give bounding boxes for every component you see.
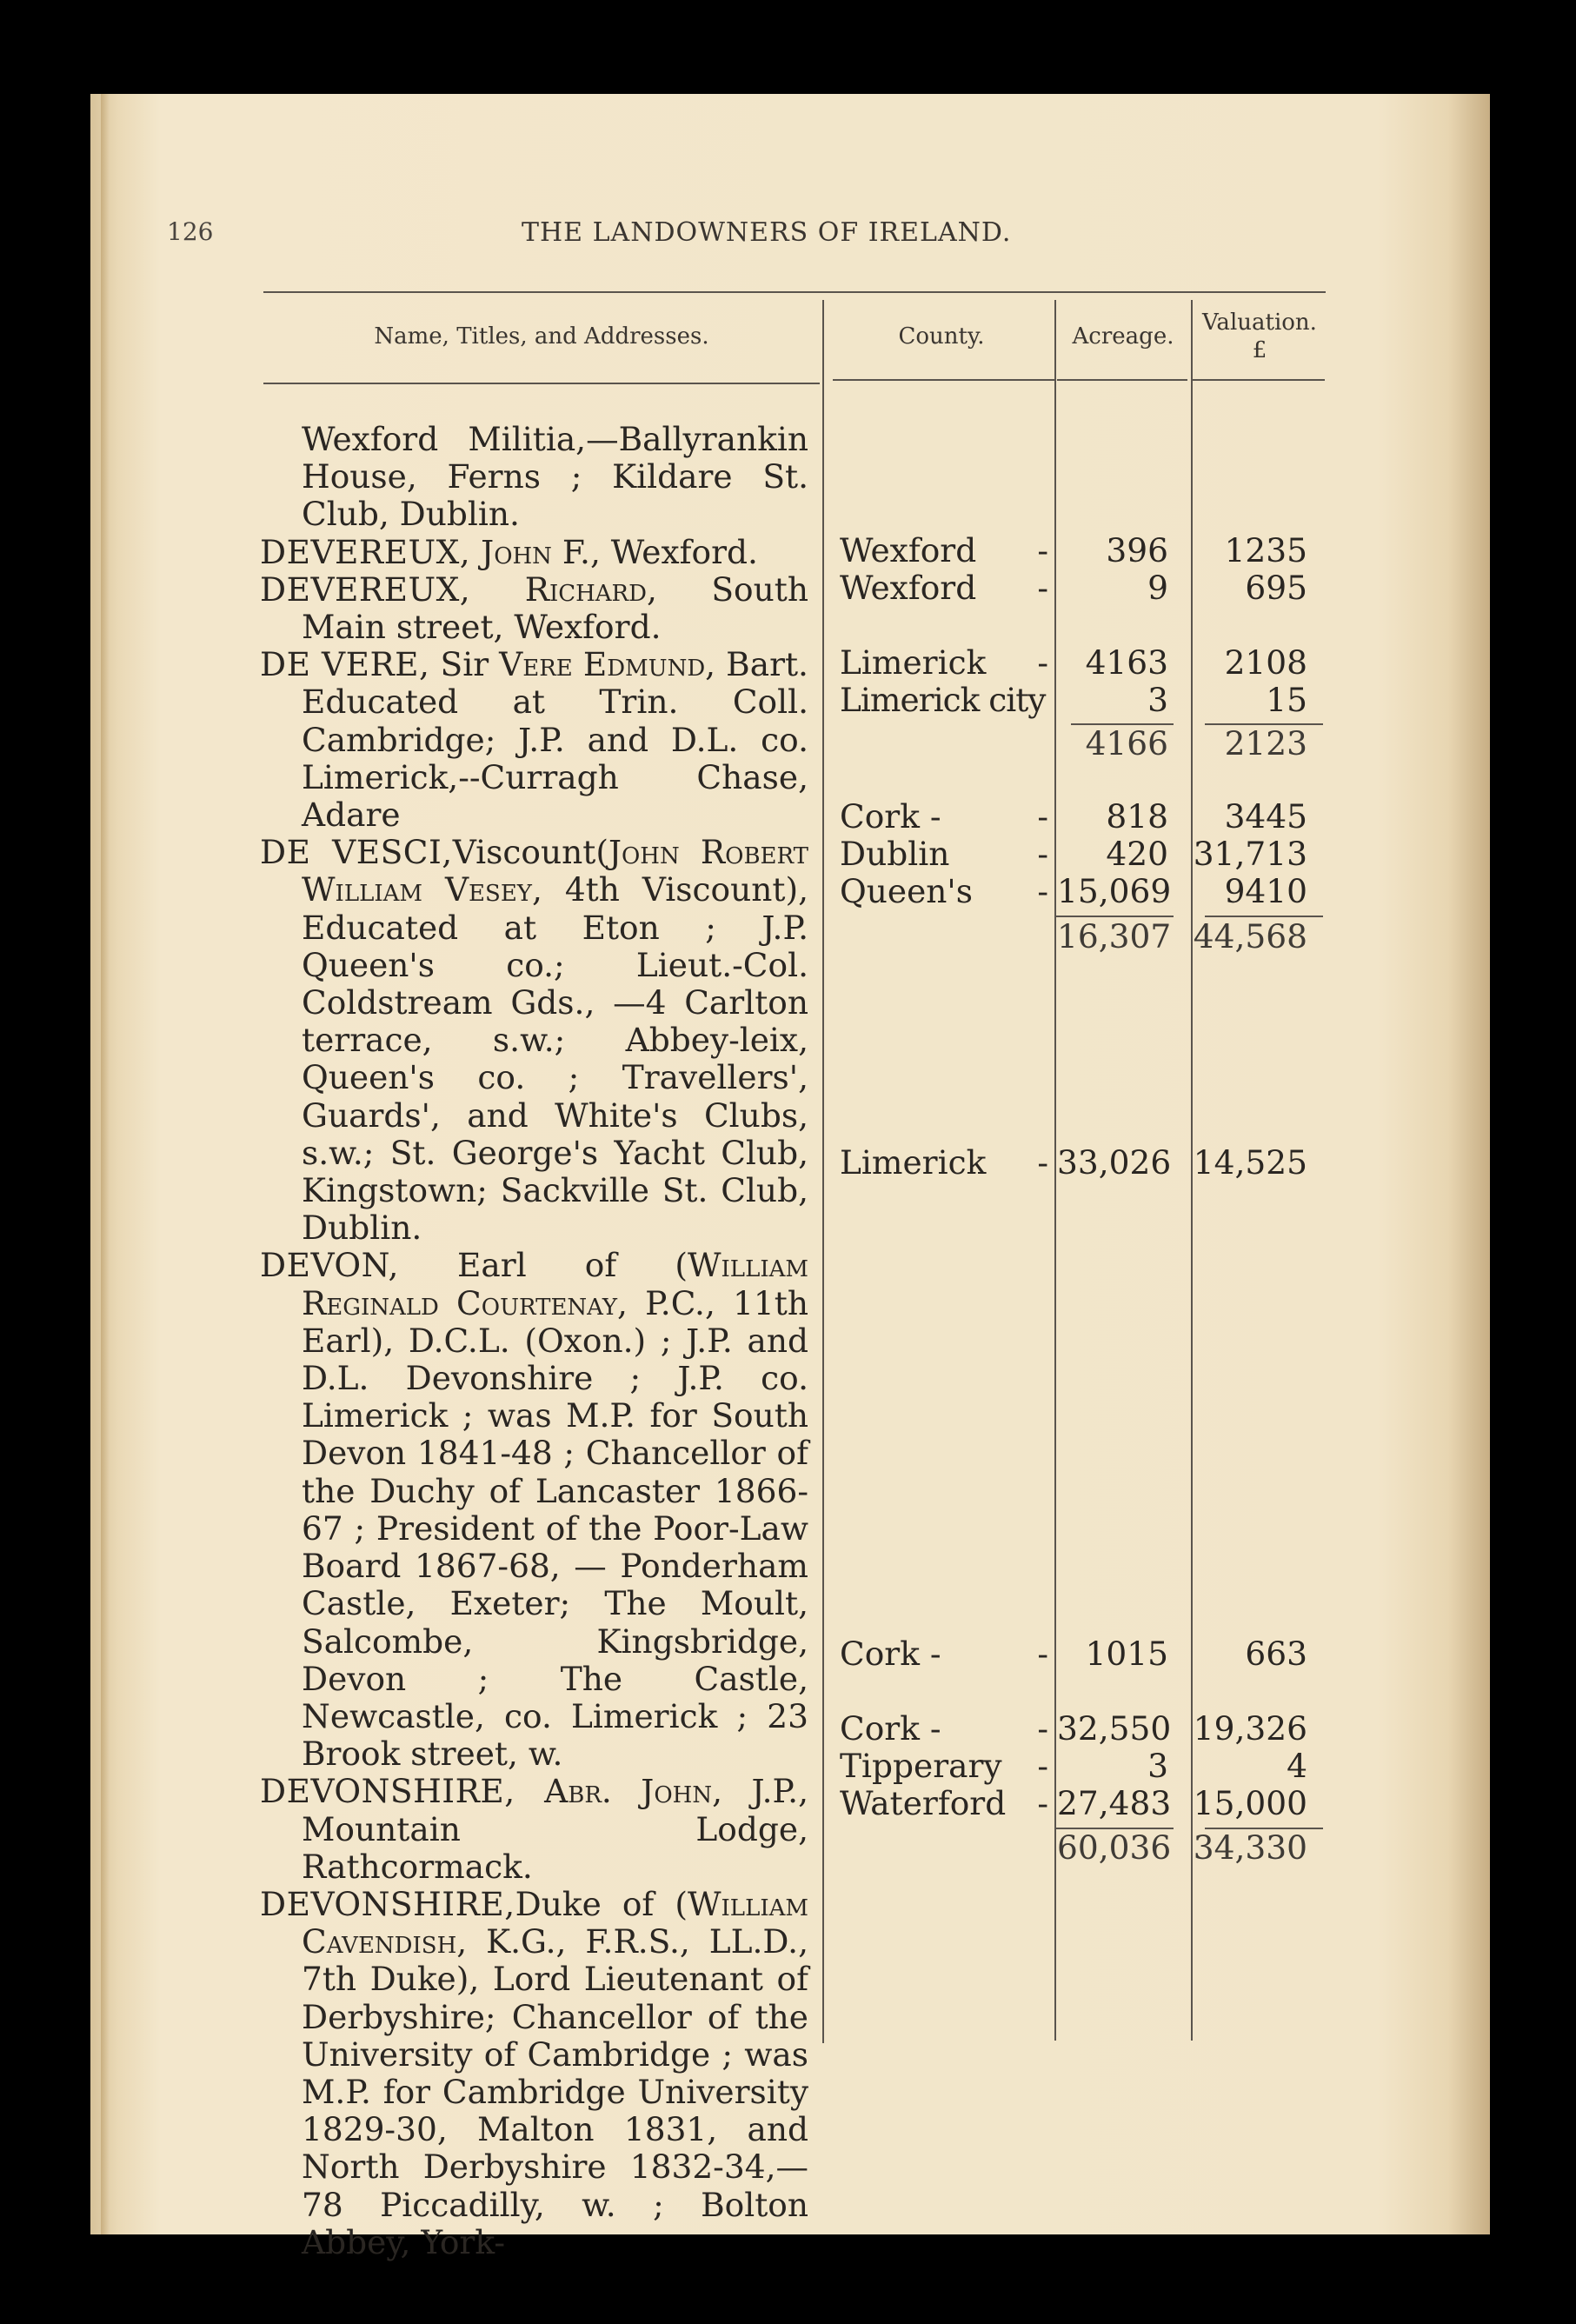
county-cell xyxy=(840,1785,1048,1822)
acreage-cell: 3 xyxy=(1147,681,1168,719)
entry-devonshire-duke xyxy=(260,1886,808,2261)
county-cell xyxy=(840,1144,1048,1182)
header-top-rule xyxy=(263,291,1326,293)
entry-details: P.C., 11th Earl), D.C.L. (Oxon.) ; J.P. and D.L. Devonshire ; J.P. co. Limerick ; was M.P. for South Devon 1841-48 ; Chancellor of the Duchy of Lancaster 1866-67 ; President of the Poor-Law Board 1867-68, — Ponderham Castle, Exeter; The Moult, Salcombe, Kingsbridge, Devon ; The Castle, Newcastle, co. Limerick ; 23 Brook street, w. xyxy=(302,1283,809,1774)
valuation-cell: 31,713 xyxy=(1193,835,1307,873)
entry-details: Bart. Educated at Trin. Coll. Cambridge; J.P. and D.L. co. Limerick,--Curragh Chase, Adare xyxy=(302,645,808,835)
entry-de-vesci xyxy=(260,834,808,1247)
county-name: Limerick city xyxy=(840,681,1046,719)
entry-prefix: Earl of ( xyxy=(398,1246,688,1285)
entry-forenames: John Robert William Vesey, xyxy=(302,833,809,909)
county-name: Waterford xyxy=(840,1784,1007,1822)
column-header-valuation-unit: £ xyxy=(1252,337,1267,363)
header-bottom-rule-county xyxy=(833,379,1055,381)
county-name: Queen's xyxy=(840,872,973,910)
county-name: Wexford xyxy=(840,569,977,607)
valuation-total: 34,330 xyxy=(1193,1828,1307,1867)
entry-forenames: Richard, xyxy=(524,569,657,609)
header-bottom-rule-name xyxy=(263,383,820,384)
entry-surname: DE VERE, xyxy=(260,645,430,684)
acreage-cell: 3 xyxy=(1147,1747,1168,1785)
valuation-cell: 19,326 xyxy=(1193,1709,1307,1748)
valuation-total: 2123 xyxy=(1224,724,1307,762)
acreage-cell: 4163 xyxy=(1085,643,1168,682)
county-dash: - xyxy=(1037,835,1048,873)
county-name: Tipperary xyxy=(840,1747,1002,1785)
entry-prefix: Duke of ( xyxy=(515,1884,688,1923)
county-cell xyxy=(840,644,1048,682)
valuation-cell: 695 xyxy=(1245,569,1307,607)
entry-details: 4th Viscount), Educated at Eton ; J.P. Queen's co.; Lieut.-Col. Coldstream Gds., —4 Carlton terrace, s.w.; Abbey-leix, Queen's co. ; Travellers', Guards', and White's Clubs, s.w.; St. George's Yacht Club, Kingstown; Sackville St. Club, Dublin. xyxy=(302,870,808,1248)
acreage-cell: 32,550 xyxy=(1057,1709,1172,1748)
entry-surname: DEVONSHIRE, xyxy=(260,1884,515,1923)
entry-prefix: Sir xyxy=(429,645,500,684)
county-name: Cork - xyxy=(840,1709,941,1748)
entry-forenames: Vere Edmund, xyxy=(499,645,716,684)
county-name: Limerick xyxy=(840,643,987,682)
entry-forenames: William Reginald Courtenay, xyxy=(302,1246,808,1322)
acreage-cell: 15,069 xyxy=(1057,872,1172,910)
county-cell xyxy=(840,1635,1048,1673)
county-cell xyxy=(840,1748,1048,1785)
entry-de-vere xyxy=(260,646,808,834)
county-name: Cork - xyxy=(840,797,941,836)
county-cell xyxy=(840,532,1048,569)
acreage-cell: 1015 xyxy=(1085,1635,1168,1673)
acreage-total: 16,307 xyxy=(1057,917,1172,956)
valuation-cell: 663 xyxy=(1245,1635,1307,1673)
column-divider-1 xyxy=(822,300,824,2043)
entry-devon xyxy=(260,1247,808,1773)
entry-details: South Main street, Wexford. xyxy=(302,569,809,647)
county-cell xyxy=(840,1710,1048,1748)
entry-devereux-richard xyxy=(260,571,808,646)
acreage-cell: 33,026 xyxy=(1057,1143,1172,1182)
valuation-cell: 15 xyxy=(1266,681,1307,719)
county-dash: - xyxy=(1037,797,1048,836)
entry-surname: DEVONSHIRE, xyxy=(260,1772,515,1811)
county-name: Wexford xyxy=(840,531,977,569)
entry-continuation xyxy=(260,421,808,534)
column-header-valuation: Valuation. xyxy=(1202,310,1317,336)
county-cell xyxy=(840,682,1048,719)
acreage-total: 60,036 xyxy=(1057,1828,1172,1867)
county-dash: - xyxy=(1037,1635,1048,1673)
county-dash: - xyxy=(1037,1709,1048,1748)
column-divider-2 xyxy=(1054,300,1056,2041)
county-cell xyxy=(840,798,1048,836)
entry-surname: DEVON, xyxy=(260,1246,399,1285)
acreage-cell: 27,483 xyxy=(1057,1784,1172,1822)
valuation-cell: 1235 xyxy=(1224,531,1307,569)
county-cell xyxy=(840,836,1048,873)
page-number: 126 xyxy=(167,217,214,246)
entry-forenames: John xyxy=(481,532,552,571)
acreage-total: 4166 xyxy=(1085,724,1168,762)
header-bottom-rule-valuation xyxy=(1193,379,1325,381)
entry-forenames: Abr. John, xyxy=(544,1772,722,1811)
county-dash: - xyxy=(1037,1747,1048,1785)
county-dash: - xyxy=(1037,531,1048,569)
acreage-cell: 396 xyxy=(1106,531,1168,569)
entry-surname: DEVEREUX, xyxy=(260,569,471,609)
county-dash: - xyxy=(1037,569,1048,607)
column-header-county: County. xyxy=(898,323,985,350)
entry-devereux-john xyxy=(260,534,808,571)
valuation-total: 44,568 xyxy=(1193,917,1307,956)
county-dash: - xyxy=(1037,643,1048,682)
county-name: Cork - xyxy=(840,1635,941,1673)
header-bottom-rule-acreage xyxy=(1057,379,1187,381)
names-column xyxy=(260,421,808,2261)
county-name: Limerick xyxy=(840,1143,987,1182)
county-dash: - xyxy=(1037,1784,1048,1822)
entry-forenames: William Cavendish, xyxy=(302,1884,808,1961)
acreage-cell: 818 xyxy=(1106,797,1168,836)
entry-details: J.P., Mountain Lodge, Rathcormack. xyxy=(302,1772,808,1886)
county-dash: - xyxy=(1037,872,1048,910)
running-title: THE LANDOWNERS OF IRELAND. xyxy=(522,217,1012,248)
entry-prefix: Viscount( xyxy=(452,833,608,872)
entry-details: F., Wexford. xyxy=(551,532,758,571)
entry-details: K.G., F.R.S., LL.D., 7th Duke), Lord Lieutenant of Derbyshire; Chancellor of the University of Cambridge ; was M.P. for Cambridge University 1829-30, Malton 1831, and North Derbyshire 1832-34,—78 Piccadilly, w. ; Bolton Abbey, York- xyxy=(302,1922,808,2261)
acreage-cell: 9 xyxy=(1147,569,1168,607)
entry-surname: DEVEREUX, xyxy=(260,532,471,571)
entry-devonshire-abr xyxy=(260,1773,808,1886)
county-cell xyxy=(840,873,1048,910)
entry-text: Wexford Militia,—Ballyrankin House, Ferns ; Kildare St. Club, Dublin. xyxy=(302,420,808,534)
entry-surname: DE VESCI, xyxy=(260,833,453,872)
column-header-acreage: Acreage. xyxy=(1072,323,1174,350)
valuation-cell: 4 xyxy=(1287,1747,1307,1785)
valuation-cell: 9410 xyxy=(1224,872,1307,910)
county-dash: - xyxy=(1037,1143,1048,1182)
county-name: Dublin xyxy=(840,835,950,873)
county-cell xyxy=(840,569,1048,607)
valuation-cell: 15,000 xyxy=(1193,1784,1307,1822)
valuation-cell: 3445 xyxy=(1224,797,1307,836)
column-header-name: Name, Titles, and Addresses. xyxy=(374,323,709,350)
valuation-cell: 2108 xyxy=(1224,643,1307,682)
valuation-cell: 14,525 xyxy=(1193,1143,1307,1182)
acreage-cell: 420 xyxy=(1106,835,1168,873)
